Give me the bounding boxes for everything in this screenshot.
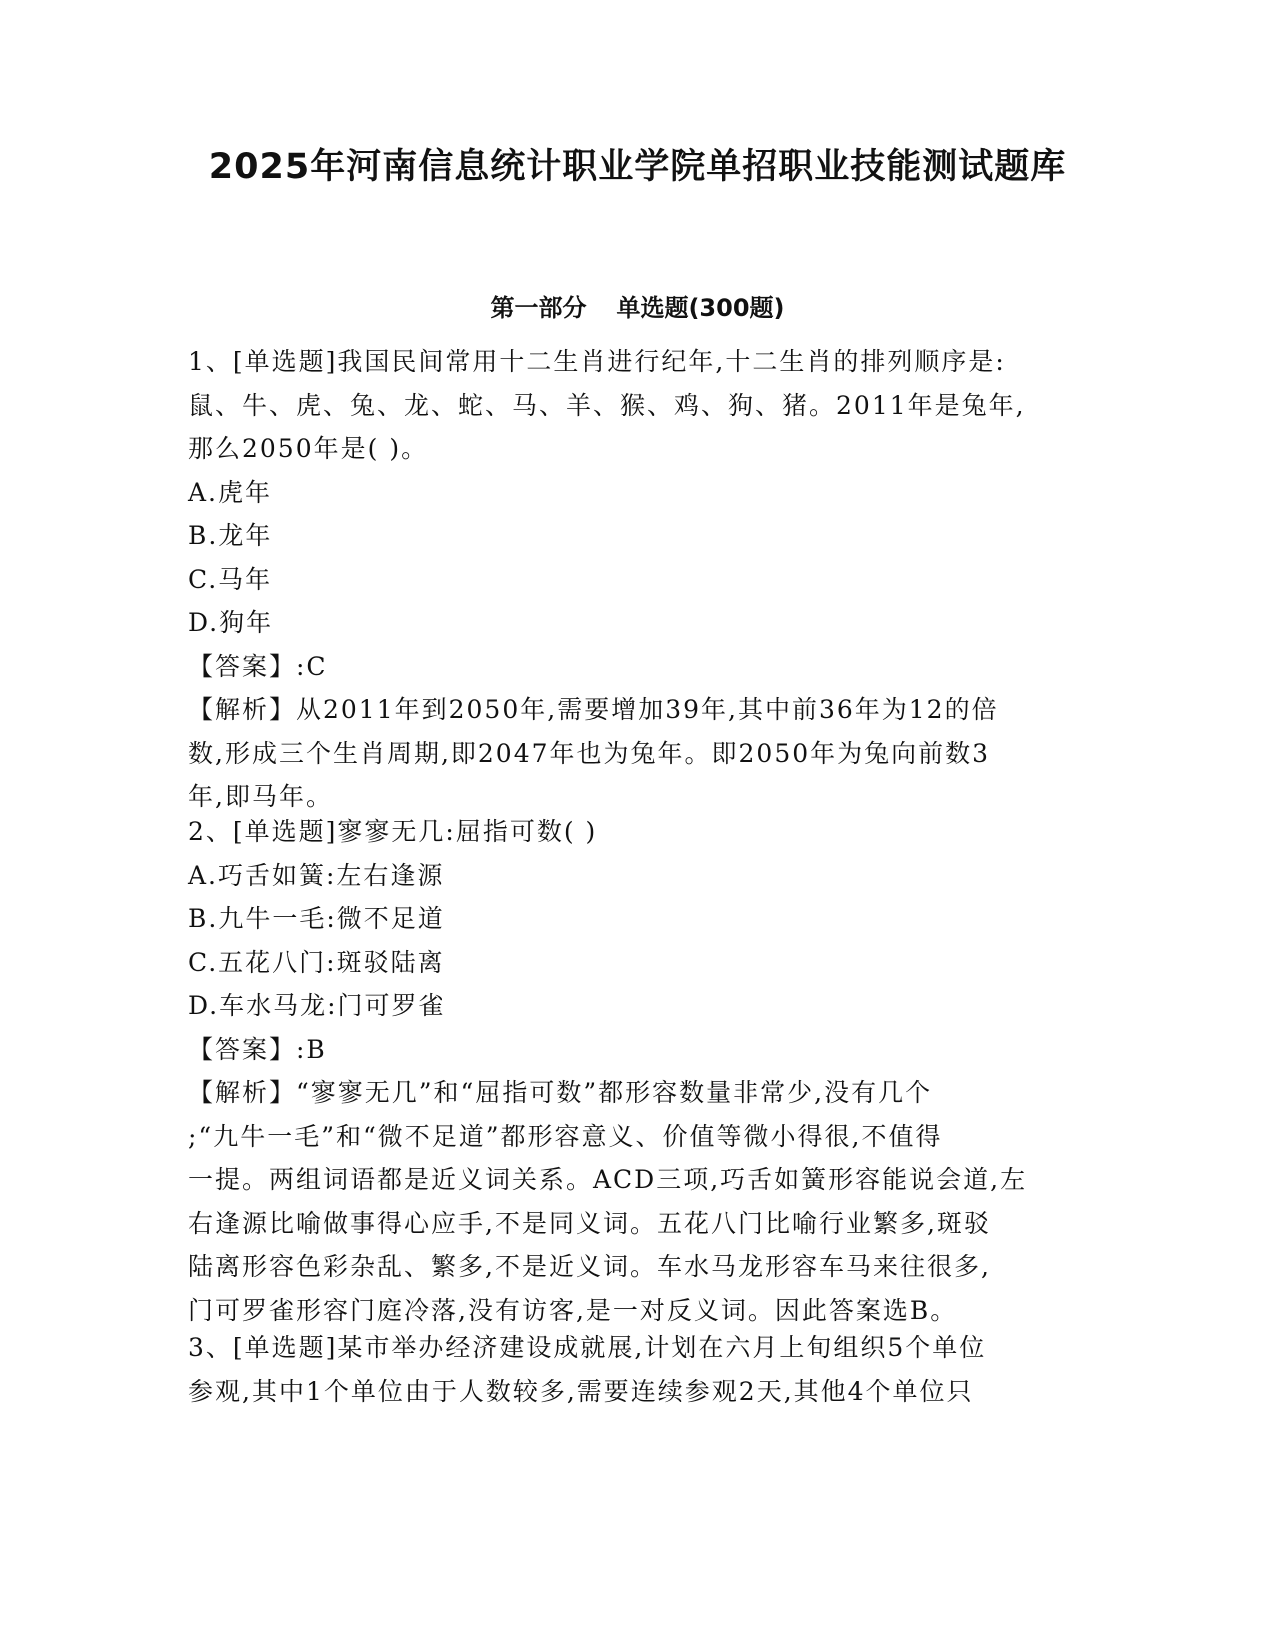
option-c: C.五花八门:斑驳陆离: [188, 947, 445, 977]
question-stem-line: 1、[单选题]我国民间常用十二生肖进行纪年,十二生肖的排列顺序是:: [188, 347, 1006, 376]
section-heading: [0, 290, 1275, 326]
question-block-1: [188, 340, 1078, 819]
analysis-line: 年,即马年。: [188, 782, 333, 811]
analysis-line: 门可罗雀形容门庭冷落,没有访客,是一对反义词。因此答案选B。: [188, 1295, 958, 1325]
question-stem-line: 3、[单选题]某市举办经济建设成就展,计划在六月上旬组织5个单位: [188, 1333, 987, 1362]
question-stem-line: 鼠、牛、虎、兔、龙、蛇、马、羊、猴、鸡、狗、猪。2011年是兔年,: [188, 390, 1026, 420]
question-stem-line: 参观,其中1个单位由于人数较多,需要连续参观2天,其他4个单位只: [188, 1376, 974, 1406]
option-d: D.狗年: [188, 608, 274, 637]
analysis-line: 右逢源比喻做事得心应手,不是同义词。五花八门比喻行业繁多,斑驳: [188, 1208, 991, 1238]
analysis-line: 一提。两组词语都是近义词关系。ACD三项,巧舌如簧形容能说会道,左: [188, 1165, 1028, 1194]
analysis-line: 数,形成三个生肖周期,即2047年也为兔年。即2050年为兔向前数3: [188, 738, 991, 768]
question-stem-line: 2、[单选题]寥寥无几:屈指可数( ): [188, 817, 598, 846]
section-name-label: 单选题(300题): [616, 294, 785, 322]
answer-line: 【答案】:B: [188, 1034, 327, 1064]
question-stem-line: 那么2050年是( )。: [188, 434, 429, 463]
answer-line: 【答案】:C: [188, 651, 328, 681]
option-c: C.马年: [188, 564, 273, 594]
document-title: 2025年河南信息统计职业学院单招职业技能测试题库: [208, 147, 1067, 187]
option-a: A.巧舌如簧:左右逢源: [188, 860, 445, 890]
analysis-line: ;“九牛一毛”和“微不足道”都形容意义、价值等微小得很,不值得: [188, 1121, 943, 1151]
option-d: D.车水马龙:门可罗雀: [188, 991, 446, 1020]
analysis-line: 【解析】从2011年到2050年,需要增加39年,其中前36年为12的倍: [188, 695, 999, 724]
section-part-label: 第一部分: [490, 294, 587, 322]
option-b: B.龙年: [188, 521, 273, 550]
analysis-line: 【解析】“寥寥无几”和“屈指可数”都形容数量非常少,没有几个: [188, 1078, 933, 1107]
analysis-line: 陆离形容色彩杂乱、繁多,不是近义词。车水马龙形容车马来往很多,: [188, 1252, 991, 1281]
option-b: B.九牛一毛:微不足道: [188, 904, 445, 933]
question-block-2: [188, 810, 1078, 1332]
option-a: A.虎年: [188, 477, 273, 507]
question-block-3: [188, 1326, 1078, 1413]
